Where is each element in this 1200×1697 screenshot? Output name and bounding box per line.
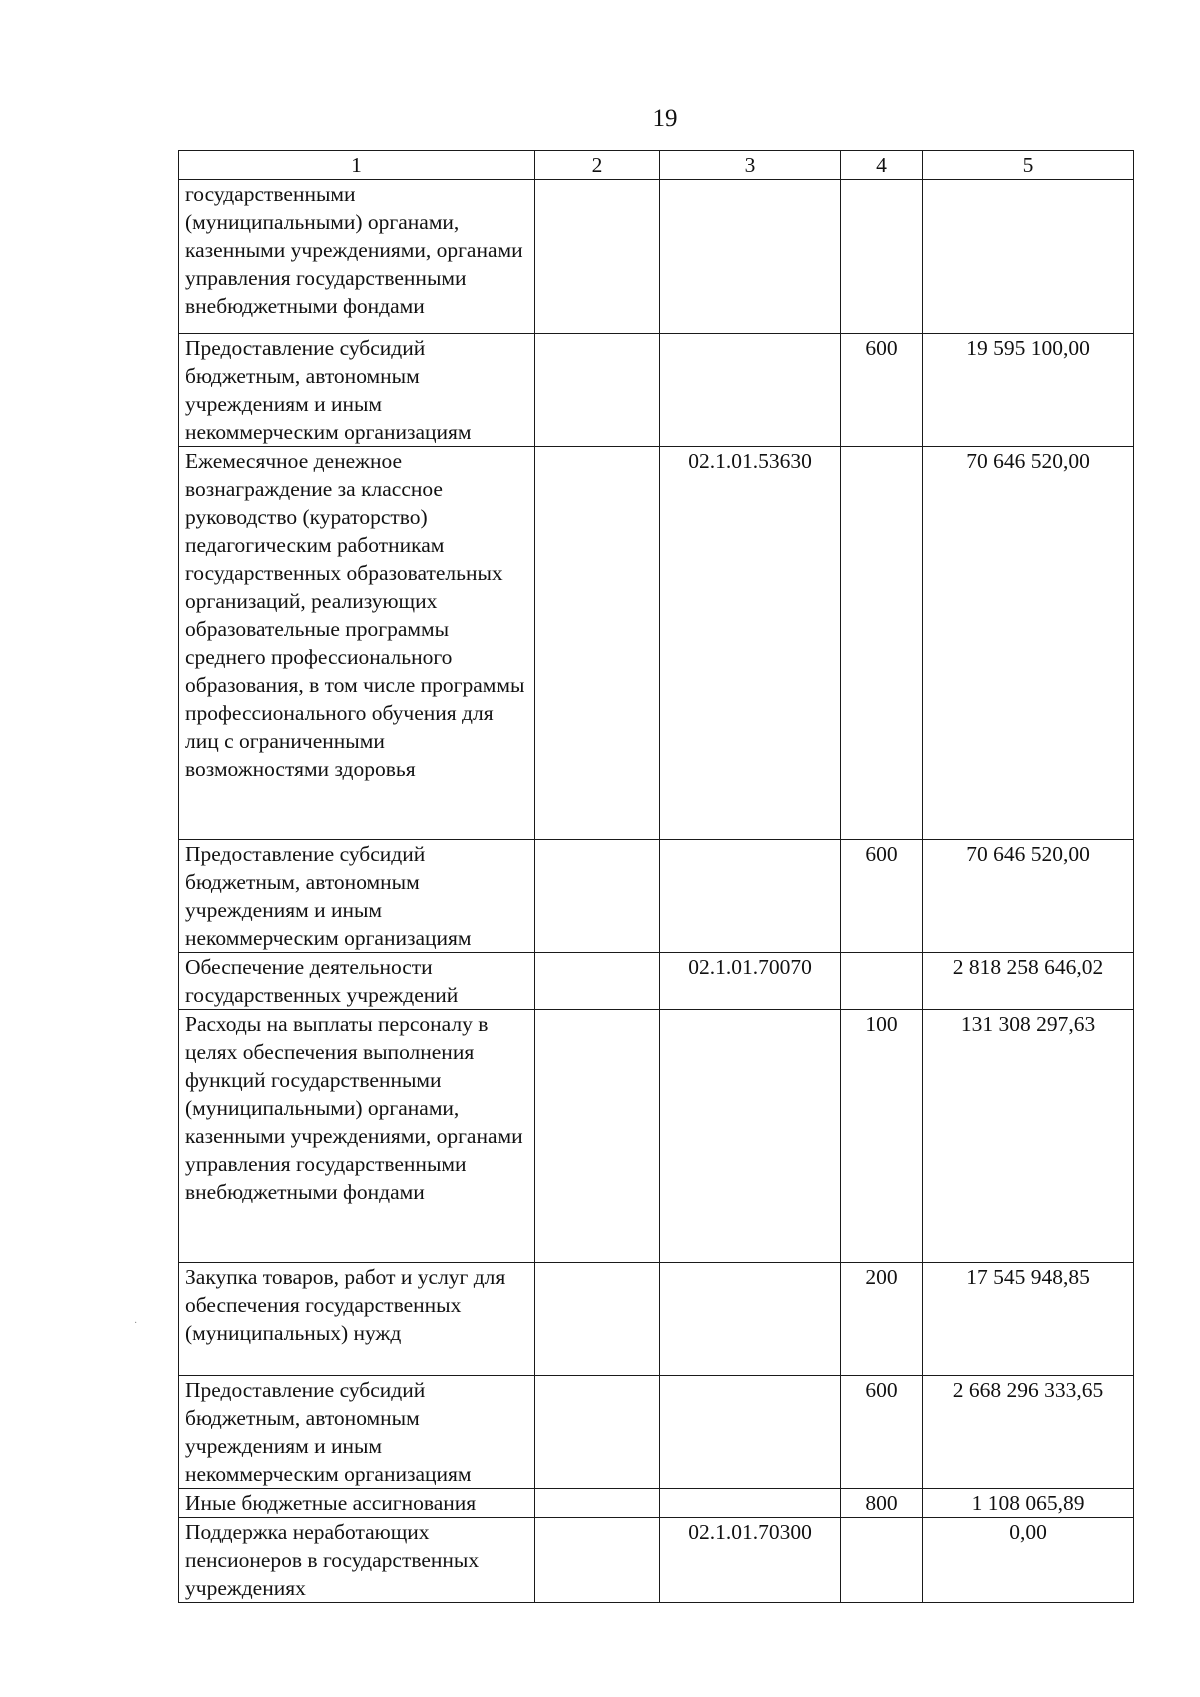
row-name-cell: Поддержка неработающих пенсионеров в государственных учреждениях [179, 1518, 535, 1603]
row-name-cell: Ежемесячное денежное вознаграждение за классное руководство (кураторство) педагогическим работникам государственных образовательных организаций, реализующих образовательные программы среднего профессионального образования, в том числе программы профессионального обучения для лиц с ограниченными возможностями здоровья [179, 447, 535, 840]
row-type-cell: 600 [841, 840, 923, 953]
row-name-cell: государственными (муниципальными) органами, казенными учреждениями, органами управления государственными внебюджетными фондами [179, 180, 535, 334]
row-code-cell [660, 1489, 841, 1518]
row-amount-cell: 19 595 100,00 [923, 334, 1134, 447]
table-row [179, 447, 1134, 840]
row-name-cell: Иные бюджетные ассигнования [179, 1489, 535, 1518]
row-code-cell [660, 1263, 841, 1376]
column-header-2: 2 [535, 151, 660, 180]
row-name-cell: Предоставление субсидий бюджетным, автономным учреждениям и иным некоммерческим организациям [179, 334, 535, 447]
row-amount-cell: 70 646 520,00 [923, 840, 1134, 953]
row-col2-cell [535, 1489, 660, 1518]
row-col2-cell [535, 447, 660, 840]
row-type-cell: 800 [841, 1489, 923, 1518]
table-row [179, 953, 1134, 1010]
table-row [179, 334, 1134, 447]
row-col2-cell [535, 1263, 660, 1376]
table-row [179, 1010, 1134, 1263]
row-amount-cell [923, 180, 1134, 334]
row-name-cell: Расходы на выплаты персоналу в целях обеспечения выполнения функций государственными (муниципальными) органами, казенными учреждениями, органами управления государственными внебюджетными фондами [179, 1010, 535, 1263]
row-col2-cell [535, 953, 660, 1010]
column-header-4: 4 [841, 151, 923, 180]
table-row [179, 1263, 1134, 1376]
row-amount-cell: 1 108 065,89 [923, 1489, 1134, 1518]
budget-table [178, 150, 1134, 1603]
row-code-cell [660, 1010, 841, 1263]
row-col2-cell [535, 1376, 660, 1489]
row-type-cell [841, 1518, 923, 1603]
row-name-cell: Предоставление субсидий бюджетным, автономным учреждениям и иным некоммерческим организациям [179, 1376, 535, 1489]
row-amount-cell: 2 668 296 333,65 [923, 1376, 1134, 1489]
row-type-cell: 600 [841, 1376, 923, 1489]
row-name-cell: Закупка товаров, работ и услуг для обеспечения государственных (муниципальных) нужд [179, 1263, 535, 1376]
row-code-cell [660, 840, 841, 953]
table-row [179, 1376, 1134, 1489]
row-name-cell: Обеспечение деятельности государственных учреждений [179, 953, 535, 1010]
row-type-cell: 100 [841, 1010, 923, 1263]
row-code-cell: 02.1.01.53630 [660, 447, 841, 840]
row-type-cell: 600 [841, 334, 923, 447]
row-name-cell: Предоставление субсидий бюджетным, автономным учреждениям и иным некоммерческим организациям [179, 840, 535, 953]
row-amount-cell: 0,00 [923, 1518, 1134, 1603]
row-code-cell: 02.1.01.70300 [660, 1518, 841, 1603]
row-code-cell: 02.1.01.70070 [660, 953, 841, 1010]
table-row [179, 1518, 1134, 1603]
row-amount-cell: 131 308 297,63 [923, 1010, 1134, 1263]
scan-speck: · [134, 1318, 138, 1329]
column-header-5: 5 [923, 151, 1134, 180]
row-type-cell [841, 180, 923, 334]
row-col2-cell [535, 180, 660, 334]
row-amount-cell: 70 646 520,00 [923, 447, 1134, 840]
row-code-cell [660, 1376, 841, 1489]
page-number: 19 [652, 105, 678, 132]
row-type-cell [841, 953, 923, 1010]
row-code-cell [660, 180, 841, 334]
column-header-3: 3 [660, 151, 841, 180]
column-header-1: 1 [179, 151, 535, 180]
table-row [179, 1489, 1134, 1518]
table-row [179, 840, 1134, 953]
row-col2-cell [535, 1010, 660, 1263]
row-code-cell [660, 334, 841, 447]
row-amount-cell: 17 545 948,85 [923, 1263, 1134, 1376]
table-row [179, 180, 1134, 334]
row-amount-cell: 2 818 258 646,02 [923, 953, 1134, 1010]
header-row [179, 151, 1134, 180]
row-col2-cell [535, 1518, 660, 1603]
row-type-cell: 200 [841, 1263, 923, 1376]
row-type-cell [841, 447, 923, 840]
row-col2-cell [535, 840, 660, 953]
row-col2-cell [535, 334, 660, 447]
